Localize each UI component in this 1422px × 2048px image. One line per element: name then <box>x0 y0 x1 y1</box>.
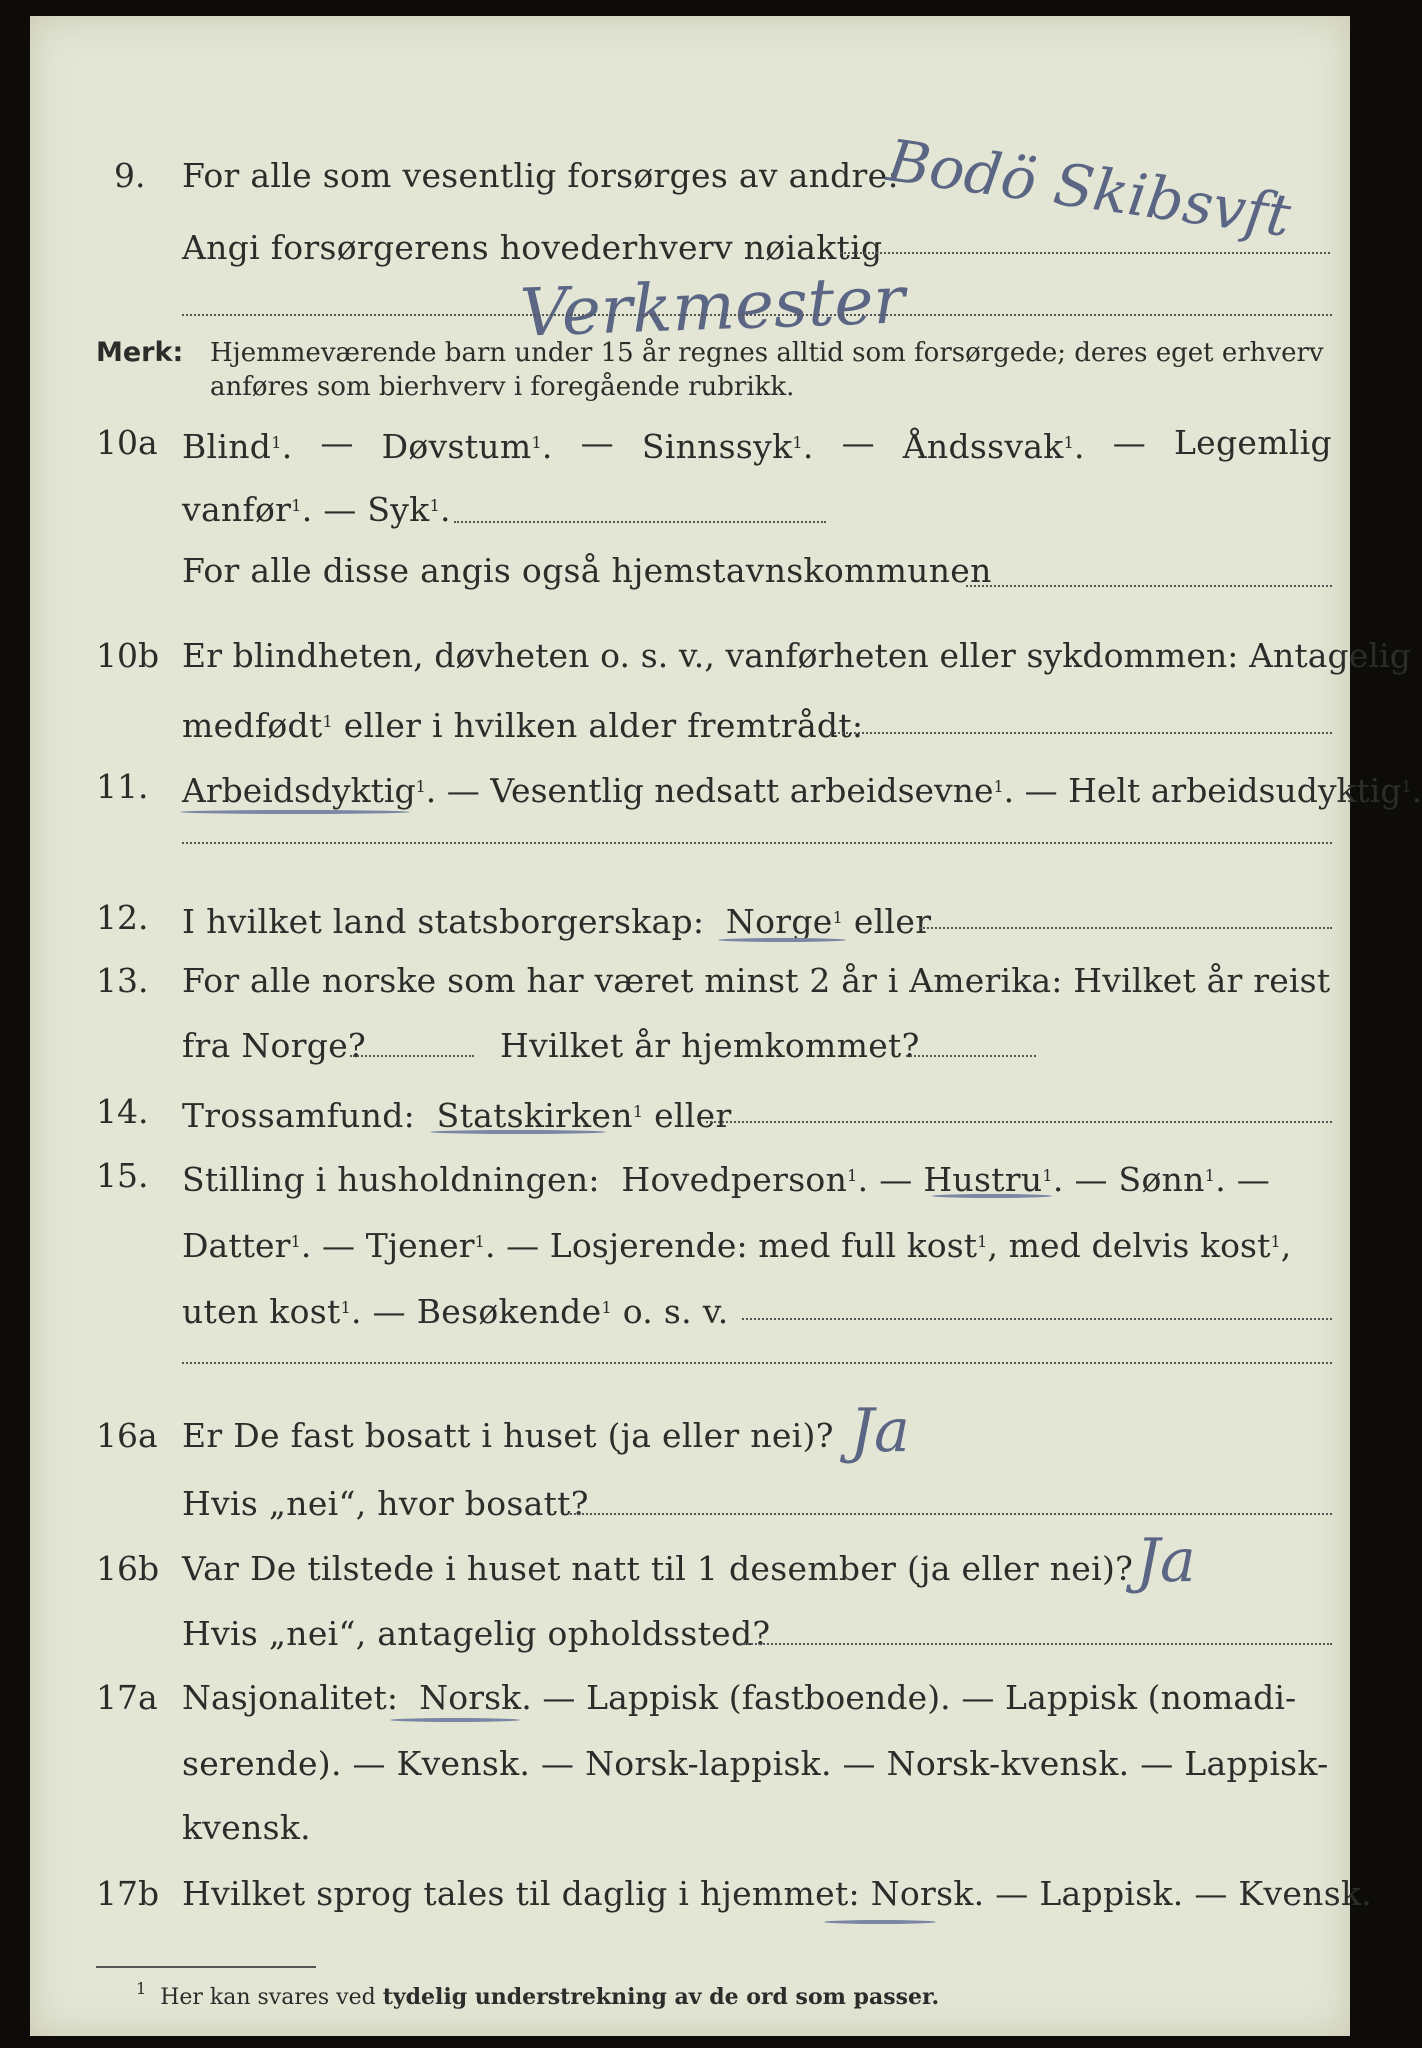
q10a-number: 10a <box>96 423 158 462</box>
q17b-text-line1: Hvilket sprog tales til daglig i hjemmet: Norsk. — Lappisk. — Kvensk. <box>182 1874 1373 1913</box>
q10b-text-line2: medfødt$^1$ eller i hvilken alder fremtrådt: <box>182 706 864 745</box>
q9-number: 9. <box>114 156 146 195</box>
q10a-text-line1: Blind$^1$. — Døvstum$^1$. — Sinnssyk$^1$. — Åndssvak$^1$. — Legemlig <box>182 423 1332 466</box>
q10a-text-line2: vanfør$^1$. — Syk$^1$. <box>182 490 451 529</box>
census-form-page <box>30 16 1422 2036</box>
q15-number: 15. <box>96 1156 149 1195</box>
handwritten-employer: Bodö Skibsvft <box>883 126 1295 251</box>
q16b-text-line2: Hvis „nei“, antagelig opholdssted? <box>182 1614 771 1653</box>
q12-answer-line <box>920 927 1332 929</box>
option-sinnssyk: Sinnssyk$^1$. <box>641 427 814 466</box>
q9-answer-line1 <box>840 252 1330 254</box>
q16b-answer-line <box>740 1643 1332 1645</box>
q16a-number: 16a <box>96 1416 158 1455</box>
q13-number: 13. <box>96 961 149 1000</box>
q16a-text-line1: Er De fast bosatt i huset (ja eller nei)? <box>182 1416 834 1455</box>
handwritten-occupation: Verkmester <box>518 261 907 352</box>
q11-answer-line <box>182 842 1332 844</box>
footnote: $^1$ Her kan svares ved tydelig understrekning av de ord som passer. <box>136 1979 940 2010</box>
q14-text: Trossamfund: Statskirken$^1$ eller <box>182 1096 732 1135</box>
q9-text-line1: For alle som vesentlig forsørges av andre: <box>182 156 899 195</box>
q9-answer-line2 <box>182 314 1332 316</box>
option-blind: Blind$^1$. <box>182 427 293 466</box>
merk-label: Merk: <box>96 337 184 368</box>
q16a-answer-line <box>570 1513 1332 1515</box>
handwritten-ja-bosatt: Ja <box>850 1396 910 1466</box>
q12-text: I hvilket land statsborgerskap: Norge$^1$ eller <box>182 902 932 941</box>
option-dovstum: Døvstum$^1$. <box>381 427 553 466</box>
q17a-number: 17a <box>96 1678 158 1717</box>
underline-arbeidsdyktig <box>180 810 410 814</box>
q10a-answer-line1 <box>454 521 826 523</box>
q10b-answer-line <box>830 732 1332 734</box>
q13-answer-hjemkommet <box>906 1055 1036 1057</box>
q16b-number: 16b <box>96 1549 160 1588</box>
q10a-text-line3: For alle disse angis også hjemstavnskommunen <box>182 551 992 590</box>
option-hustru: Hustru <box>923 1160 1043 1199</box>
q16b-text-line1: Var De tilstede i huset natt til 1 desember (ja eller nei)? <box>182 1549 1134 1588</box>
handwritten-ja-tilstede: Ja <box>1136 1526 1196 1596</box>
underline-norsk-sprog <box>824 1920 936 1924</box>
q15-text-line1: Stilling i husholdningen: Hovedperson$^1$. — Hustru$^1$. — Sønn$^1$. — <box>182 1160 1271 1199</box>
option-norge: Norge <box>725 902 833 941</box>
q11-text: Arbeidsdyktig$^1$. — Vesentlig nedsatt arbeidsevne$^1$. — Helt arbeidsudyktig$^1$. <box>182 771 1422 810</box>
merk-text-line1: Hjemmeværende barn under 15 år regnes alltid som forsørgede; deres eget erhverv <box>210 338 1324 368</box>
q17a-text-line2: serende). — Kvensk. — Norsk-lappisk. — Norsk-kvensk. — Lappisk- <box>182 1744 1329 1783</box>
q10b-text-line1: Er blindheten, døvheten o. s. v., vanførheten eller sykdommen: Antagelig <box>182 636 1411 675</box>
q15-answer-line2 <box>182 1362 1332 1364</box>
q14-answer-line <box>706 1121 1332 1123</box>
q10b-number: 10b <box>96 636 160 675</box>
q13-text-line1: For alle norske som har været minst 2 år i Amerika: Hvilket år reist <box>182 961 1331 1000</box>
q13-answer-reist <box>350 1055 474 1057</box>
q17a-text-line3: kvensk. <box>182 1808 311 1847</box>
q15-text-line2: Datter$^1$. — Tjener$^1$. — Losjerende: med full kost$^1$, med delvis kost$^1$, <box>182 1226 1292 1265</box>
option-legemlig: Legemlig <box>1173 423 1332 462</box>
underline-statskirken <box>430 1130 606 1134</box>
underline-hustru <box>932 1194 1052 1198</box>
footnote-rule <box>96 1966 316 1968</box>
underline-norge <box>718 938 846 942</box>
q11-number: 11. <box>96 767 149 806</box>
q15-text-line3: uten kost$^1$. — Besøkende$^1$ o. s. v. <box>182 1292 729 1331</box>
option-andssvak: Åndssvak$^1$. <box>902 427 1085 466</box>
option-statskirken: Statskirken <box>436 1096 633 1135</box>
q10a-answer-line2 <box>966 585 1332 587</box>
option-norsk-nasjonalitet: Norsk. <box>419 1678 532 1717</box>
q17b-number: 17b <box>96 1874 160 1913</box>
option-arbeidsdyktig: Arbeidsdyktig <box>182 771 416 810</box>
q15-answer-line1 <box>742 1318 1332 1320</box>
q13-text-line2: fra Norge? Hvilket år hjemkommet? <box>182 1026 920 1065</box>
q17a-text-line1: Nasjonalitet: Norsk. — Lappisk (fastboende). — Lappisk (nomadi- <box>182 1678 1297 1717</box>
q12-number: 12. <box>96 898 149 937</box>
q9-text-line2: Angi forsørgerens hovederhverv nøiaktig <box>182 228 883 267</box>
q14-number: 14. <box>96 1092 149 1131</box>
underline-norsk-nasjonalitet <box>390 1718 520 1722</box>
q16a-text-line2: Hvis „nei“, hvor bosatt? <box>182 1484 589 1523</box>
merk-text-line2: anføres som bierhverv i foregående rubrikk. <box>210 372 795 402</box>
